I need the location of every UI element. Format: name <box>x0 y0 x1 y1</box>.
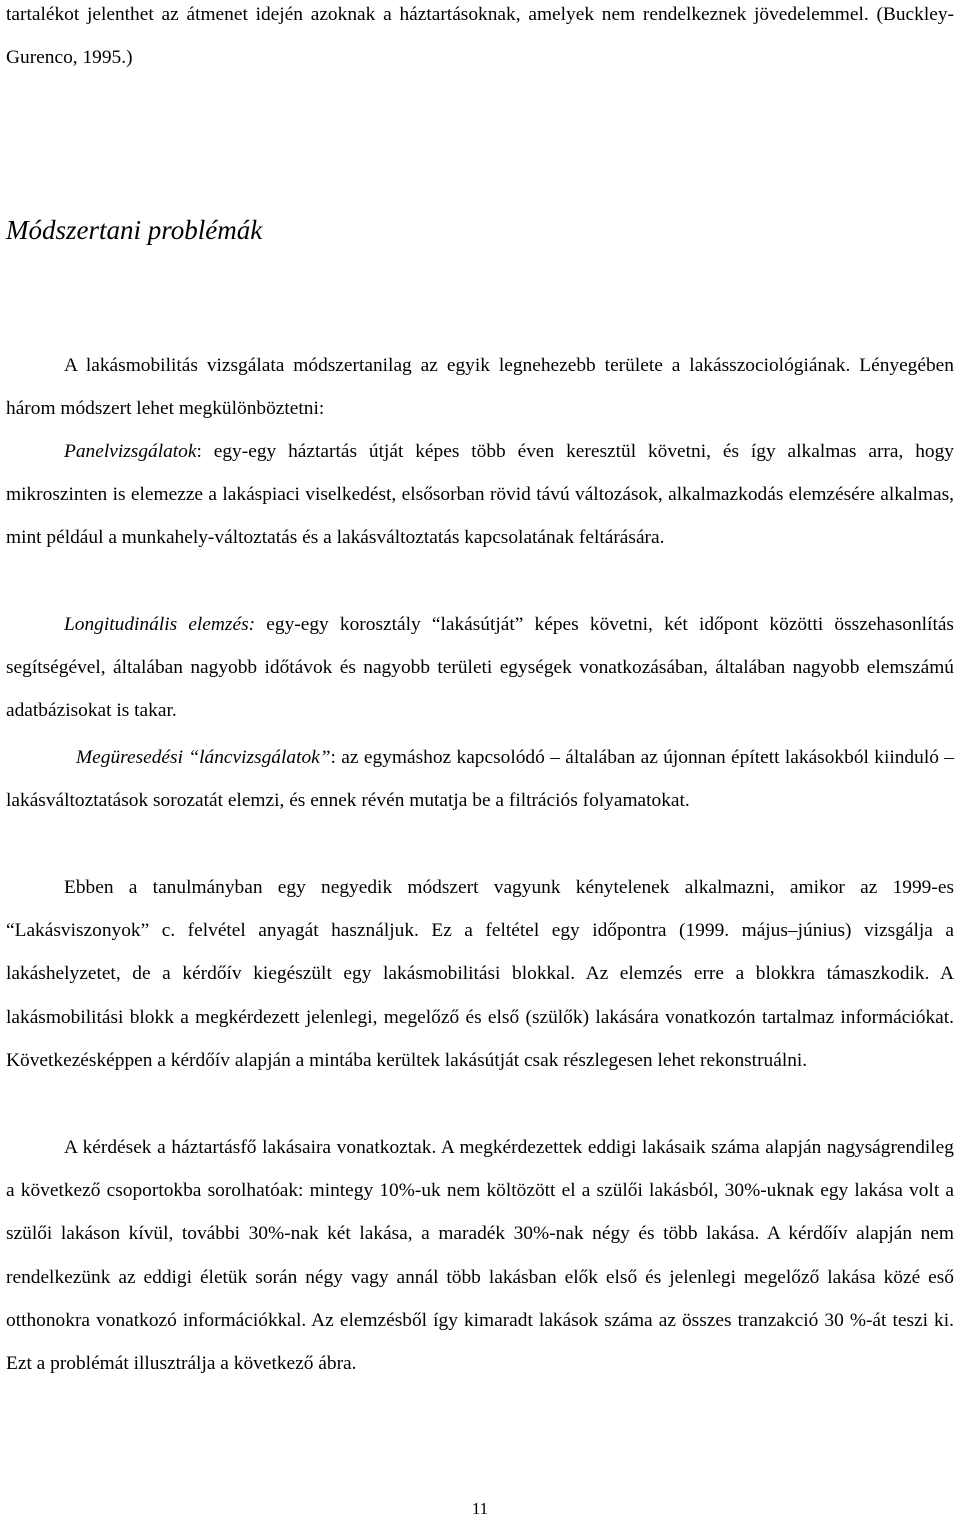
paragraph-text: : az egymáshoz kapcsolódó – általában az újonnan épített lakásokból kiinduló – lakásváltoztatások sorozatát elemzi, és ennek révén mutatja be a filtrációs folyamatokat. <box>6 747 954 812</box>
paragraph-fourth-method <box>6 866 954 1082</box>
paragraph-methods <box>6 344 954 430</box>
paragraph-panel <box>6 430 954 560</box>
term-chain: Megüresedési “láncvizsgálatok” <box>76 747 331 768</box>
paragraph-text: A kérdések a háztartásfő lakásaira vonatkoztak. A megkérdezettek eddigi lakásaik száma alapján nagyságrendileg a következő csoportokba sorolhatóak: mintegy 10%-uk nem költözött el a szülői lakásból, 30%-uknak egy lakása volt a szülői lakáson kívül, további 30%-nak két lakása, a maradék 30%-nak négy és több lakása. A kérdőív alapján nem rendelkezünk az eddigi életük során négy vagy annál több lakásban elők első és jelenlegi megelőző lakása közé eső otthonokra vonatkozó információkkal. Az elemzésből így kimaradt lakások száma az összes tranzakció 30 %-át teszi ki. Ezt a problémát illusztrálja a következő ábra. <box>6 1137 954 1375</box>
paragraph-questions <box>6 1126 954 1385</box>
paragraph-longitudinal <box>6 603 954 733</box>
page-number: 11 <box>471 1499 489 1518</box>
paragraph-chain <box>6 736 954 822</box>
section-heading: Módszertani problémák <box>6 215 263 245</box>
paragraph-text: egy-egy korosztály “lakásútját” képes követni, két időpont közötti összehasonlítás segítségével, általában nagyobb időtávok és nagyobb területi egységek vonatkozásában, általában nagyobb elemszámú adatbázisokat is takar. <box>6 614 954 722</box>
paragraph-text: : egy-egy háztartás útját képes több éven keresztül követni, és így alkalmas arra, hogy mikroszinten is elemezze a lakáspiaci viselkedést, elsősorban rövid távú változások, alkalmazkodás elemzésére alkalmas, mint például a munkahely-változtatás és a lakásváltoztatás kapcsolatának feltárására. <box>6 441 954 549</box>
term-longitudinal: Longitudinális elemzés: <box>64 614 256 635</box>
paragraph-intro <box>6 0 954 79</box>
paragraph-text: Ebben a tanulmányban egy negyedik módszert vagyunk kénytelenek alkalmazni, amikor az 1999-es “Lakásviszonyok” c. felvétel anyagát használjuk. Ez a feltétel egy időpontra (1999. május–június) vizsgálja a lakáshelyzetet, de a kérdőív kiegészült egy lakásmobilitási blokkal. Az elemzés erre a blokkra támaszkodik. A lakásmobilitási blokk a megkérdezett jelenlegi, megelőző és első (szülők) lakására vonatkozón tartalmaz információkat. Következésképpen a kérdőív alapján a mintába kerültek lakásútját csak részlegesen lehet rekonstruálni. <box>6 877 954 1071</box>
term-panel: Panelvizsgálatok <box>64 441 197 462</box>
paragraph-text: A lakásmobilitás vizsgálata módszertanilag az egyik legnehezebb területe a lakásszociológiának. Lényegében három módszert lehet megkülönböztetni: <box>6 355 954 420</box>
paragraph-text: tartalékot jelenthet az átmenet idején azoknak a háztartásoknak, amelyek nem rendelkeznek jövedelemmel. (Buckley-Gurenco, 1995.) <box>6 4 954 69</box>
